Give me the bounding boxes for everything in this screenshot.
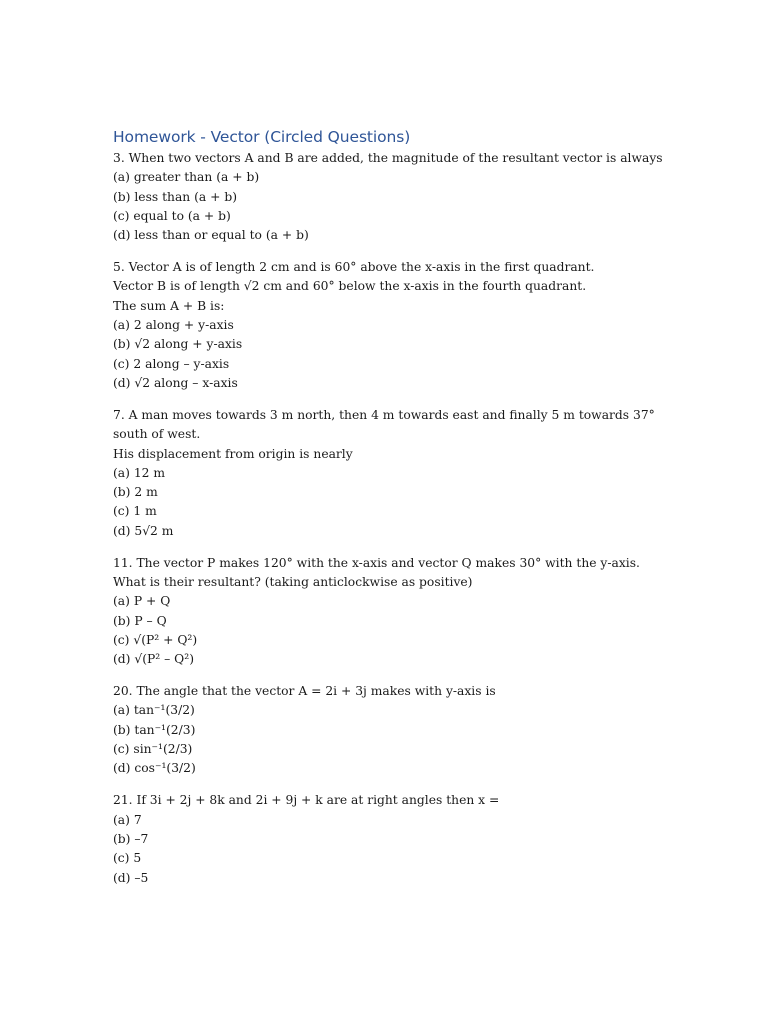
question-7-option-c: (c) 1 m — [113, 504, 157, 519]
question-3-option-a: (a) greater than (a + b) — [113, 170, 260, 185]
question-5-option-b: (b) √2 along + y-axis — [113, 337, 243, 352]
question-5-stem-line-2: Vector B is of length √2 cm and 60° below the x-axis in the fourth quadrant. — [113, 279, 587, 294]
document-page — [113, 126, 673, 901]
question-7-stem-line-2: south of west. — [113, 427, 201, 442]
question-20 — [113, 682, 673, 778]
question-7-option-d: (d) 5√2 m — [113, 523, 174, 538]
question-11-stem-line-2: What is their resultant? (taking anticlockwise as positive) — [113, 575, 473, 589]
question-7-option-b: (b) 2 m — [113, 485, 158, 500]
question-11-option-a: (a) P + Q — [113, 594, 171, 609]
question-11-option-d: (d) √(P² – Q²) — [113, 652, 194, 667]
page-title: Homework - Vector (Circled Questions) — [113, 128, 411, 146]
question-5 — [113, 258, 673, 393]
question-20-option-a: (a) tan⁻¹(3/2) — [113, 703, 195, 718]
question-7-stem-line-1: 7. A man moves towards 3 m north, then 4 m towards east and finally 5 m towards 37° — [113, 407, 655, 422]
question-3-stem: 3. When two vectors A and B are added, the magnitude of the resultant vector is always — [113, 151, 663, 165]
question-11-option-c: (c) √(P² + Q²) — [113, 632, 198, 647]
question-5-option-a: (a) 2 along + y-axis — [113, 318, 234, 333]
question-3-option-d: (d) less than or equal to (a + b) — [113, 228, 309, 243]
question-21-option-a: (a) 7 — [113, 812, 142, 827]
question-11-stem-line-1: 11. The vector P makes 120° with the x-axis and vector Q makes 30° with the y-axis. — [113, 555, 640, 570]
question-5-stem-line-1: 5. Vector A is of length 2 cm and is 60° above the x-axis in the first quadrant. — [113, 260, 595, 275]
question-21-stem: 21. If 3i + 2j + 8k and 2i + 9j + k are at right angles then x = — [113, 793, 500, 808]
question-3 — [113, 149, 673, 245]
question-5-option-c: (c) 2 along – y-axis — [113, 356, 230, 371]
question-7-option-a: (a) 12 m — [113, 465, 166, 480]
question-21 — [113, 791, 673, 887]
question-21-option-d: (d) –5 — [113, 870, 149, 885]
question-11-option-b: (b) P – Q — [113, 613, 167, 628]
question-20-option-b: (b) tan⁻¹(2/3) — [113, 722, 196, 737]
question-5-option-d: (d) √2 along – x-axis — [113, 375, 238, 390]
question-3-option-c: (c) equal to (a + b) — [113, 208, 231, 223]
question-21-option-c: (c) 5 — [113, 851, 142, 866]
question-11 — [113, 554, 673, 670]
question-7-stem-line-3: His displacement from origin is nearly — [113, 446, 353, 461]
question-7 — [113, 406, 673, 541]
question-20-option-c: (c) sin⁻¹(2/3) — [113, 742, 193, 757]
question-5-stem-line-3: The sum A + B is: — [113, 298, 225, 313]
question-3-option-b: (b) less than (a + b) — [113, 189, 238, 204]
question-20-option-d: (d) cos⁻¹(3/2) — [113, 761, 196, 776]
question-21-option-b: (b) –7 — [113, 831, 149, 846]
question-20-stem: 20. The angle that the vector A = 2i + 3j makes with y-axis is — [113, 684, 496, 699]
